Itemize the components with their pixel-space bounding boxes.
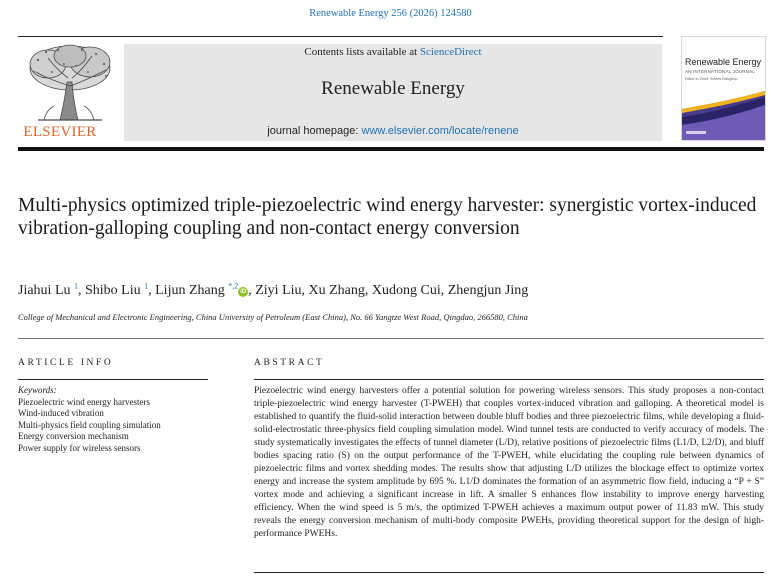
keyword-item: Wind-induced vibration: [18, 408, 104, 418]
affiliation-rule: [18, 338, 764, 339]
keyword-item: Energy conversion mechanism: [18, 431, 129, 441]
author-3-affil-marker[interactable]: *,2: [228, 281, 239, 291]
header-top-rule: [18, 36, 663, 37]
contents-prefix: Contents lists available at: [304, 46, 420, 58]
cover-art-graphic: [682, 87, 765, 140]
author-2-name: Shibo Liu: [85, 283, 141, 298]
journal-homepage-link[interactable]: www.elsevier.com/locate/renene: [361, 125, 519, 137]
publisher-wordmark: ELSEVIER: [23, 124, 97, 140]
author-1[interactable]: [18, 283, 78, 298]
orcid-icon[interactable]: iD: [240, 289, 247, 295]
sciencedirect-link[interactable]: ScienceDirect: [419, 46, 482, 58]
author-2[interactable]: [85, 283, 148, 298]
journal-banner: [124, 44, 662, 141]
affiliation: College of Mechanical and Electronic Engineering, China University of Petroleum (East China), No. 66 Yangtze West Road, Qingdao, 266580, China: [18, 312, 528, 322]
cover-subtitle: AN INTERNATIONAL JOURNAL: [685, 69, 756, 74]
homepage-prefix: journal homepage:: [267, 125, 362, 137]
journal-cover-thumbnail[interactable]: [681, 36, 766, 141]
author-4[interactable]: Ziyi Liu: [255, 283, 302, 298]
author-1-name: Jiahui Lu: [18, 283, 71, 298]
keyword-item: Multi-physics field coupling simulation: [18, 419, 161, 430]
abstract-bottom-rule: [254, 572, 764, 573]
abstract-text: Piezoelectric wind energy harvesters offer a potential solution for powering wireless sensors. This study proposes a non-contact triple-piezoelectric wind energy harvester (T-PWEH) that couples vortex-induced vibration and galloping. A theoretical model is established to quantify the fluid-solid interaction between double bluff bodies and three piezoelectric films, while developing a fluid-solid-electrostatic three-physics field coupling simulation model. Wind tunnel tests are conducted to verify accuracy of models. The study systematically investigates the effects of tunnel diameter (L/D), relative positions of piezoelectric films (L1/D, L2/D), and bluff bodies spacing ratio (S) on the output performance of the T-PWEH, while elucidating the coupling rule between dynamics of piezoelectric films and vortex shedding modes. The results show that adjusting L/D utilizes the blockage effect to optimize vortex energy and increase the system amplitude by 695 %. L1/D dominates the formation of an asymmetric flow field, inducing a “P + S” vortex mode and achieving a significant increase in lift. A smaller S enhances flow instability to improve energy harvesting efficiency. When the wind speed is 5 m/s, the optimized T-PWEH achieves a maximum output power of 11.83 mW. This study reveals the energy conversion mechanism of multi-body composite PWEHs, providing theoretical support for the design of high-performance PWEHs.: [254, 386, 764, 539]
abstract-heading: ABSTRACT: [254, 358, 325, 368]
contents-line: [124, 46, 662, 58]
journal-name: Renewable Energy: [321, 78, 465, 99]
article-title: Multi-physics optimized triple-piezoelectric wind energy harvester: synergistic vortex-induced vibration-galloping coupling and non-contact energy conversion: [18, 195, 757, 239]
citation-link[interactable]: Renewable Energy 256 (2026) 124580: [309, 8, 472, 19]
keywords-label: Keywords:: [18, 385, 57, 395]
author-2-affil-marker[interactable]: 1: [144, 281, 149, 291]
article-info-rule: [18, 379, 208, 380]
author-7[interactable]: Zhengjun Jing: [447, 283, 529, 298]
author-1-affil-marker[interactable]: 1: [74, 281, 78, 291]
cover-editor: Editor-in-Chief: Soteris Kalogirou: [685, 77, 738, 81]
article-info-heading: ARTICLE INFO: [18, 358, 114, 368]
journal-homepage-line: [124, 125, 662, 137]
author-5[interactable]: Xu Zhang: [308, 283, 365, 298]
keywords-block: [18, 385, 233, 454]
abstract-rule: [254, 379, 764, 380]
keyword-item: Piezoelectric wind energy harvesters: [18, 396, 151, 407]
author-6[interactable]: Xudong Cui: [371, 283, 441, 298]
author-list: Jiahui Lu $^1$, Shibo Liu $^1$, Lijun Zhang $^{*,2}$iD , Ziyi Liu, Xu Zhang, Xudong Cui, Zhengjun Jing: [18, 281, 529, 298]
header-thick-rule: [18, 147, 764, 151]
cover-title: Renewable Energy: [685, 57, 762, 67]
author-3[interactable]: [155, 283, 248, 298]
author-3-name: Lijun Zhang: [155, 283, 225, 298]
keyword-item: Power supply for wireless sensors: [18, 442, 141, 453]
